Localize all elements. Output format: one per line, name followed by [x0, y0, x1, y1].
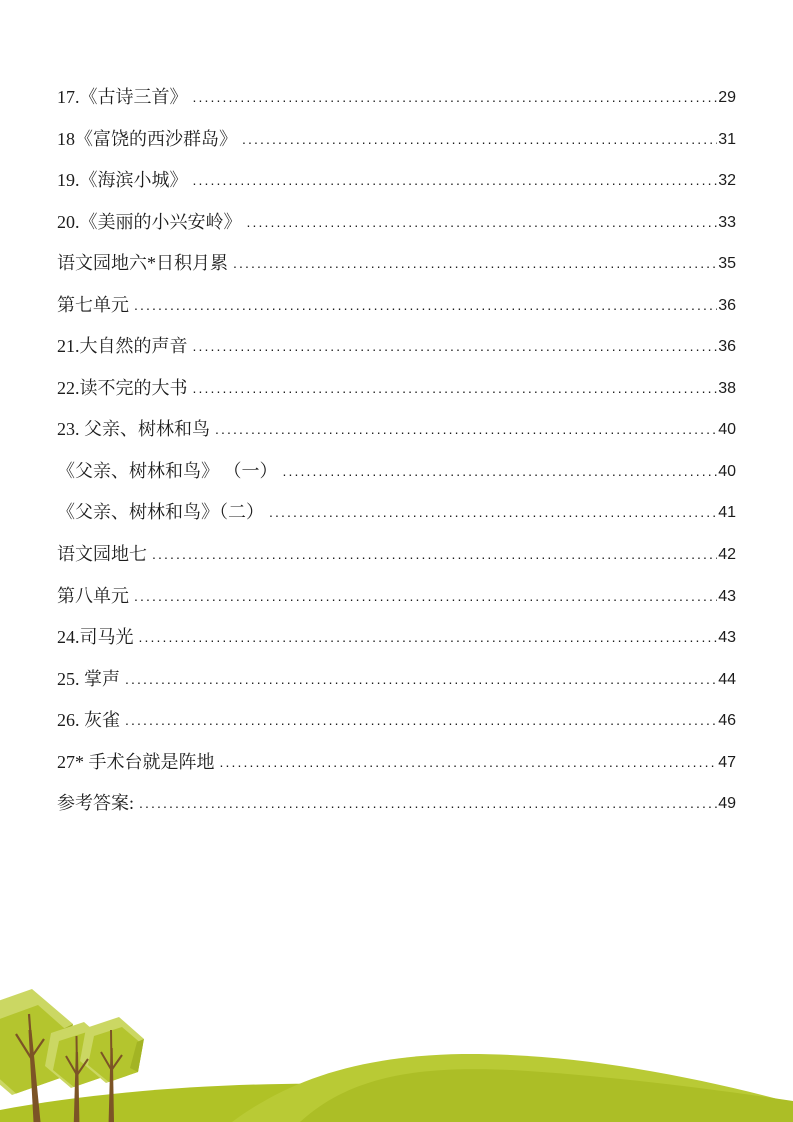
toc-entry-page: 44	[718, 670, 736, 688]
toc-entry[interactable]	[57, 783, 736, 825]
toc-entry[interactable]	[57, 700, 736, 742]
dot-leader	[139, 617, 718, 659]
dot-leader	[193, 326, 718, 368]
toc-entry[interactable]	[57, 451, 736, 493]
toc-entry-page: 47	[718, 753, 736, 771]
toc-entry[interactable]	[57, 119, 736, 161]
toc-entry-label: 语文园地七	[57, 544, 147, 565]
dot-leader	[247, 202, 718, 244]
toc-entry-page: 36	[718, 338, 736, 356]
toc-entry-page: 31	[718, 130, 736, 148]
toc-entry-page: 36	[718, 296, 736, 314]
toc-entry[interactable]	[57, 617, 736, 659]
toc-entry[interactable]	[57, 326, 736, 368]
dot-leader	[193, 160, 718, 202]
toc-entry[interactable]	[57, 576, 736, 618]
toc-entry-label: 《父亲、树林和鸟》（二）	[57, 502, 264, 523]
toc-entry-page: 35	[718, 255, 736, 273]
dot-leader	[269, 492, 717, 534]
toc-entry-label: 语文园地六*日积月累	[57, 253, 228, 274]
toc-entry-label: 23. 父亲、树林和鸟	[57, 419, 210, 440]
toc-entry[interactable]	[57, 285, 736, 327]
toc-entry-page: 46	[718, 712, 736, 730]
toc-entry-label: 22.读不完的大书	[57, 377, 188, 398]
toc-entry-page: 40	[718, 462, 736, 480]
toc-entry-label: 17.《古诗三首》	[57, 87, 188, 107]
toc-entry[interactable]	[57, 492, 736, 534]
toc-entry-page: 40	[718, 421, 736, 439]
toc-entry-label: 第八单元	[57, 585, 129, 606]
toc-entry-label: 20.《美丽的小兴安岭》	[57, 211, 242, 232]
dot-leader	[283, 451, 718, 493]
dot-leader	[215, 409, 717, 451]
toc-entry-page: 43	[718, 629, 736, 647]
dot-leader	[242, 119, 717, 161]
toc-entry-label: 26. 灰雀	[57, 710, 120, 731]
dot-leader	[233, 243, 717, 285]
toc-entry-label: 《父亲、树林和鸟》 （一）	[57, 460, 278, 481]
dot-leader	[125, 700, 717, 742]
toc-entry-label: 第七单元	[57, 294, 129, 315]
toc-entry-page: 41	[718, 504, 736, 522]
dot-leader	[139, 783, 717, 825]
toc-entry[interactable]	[57, 534, 736, 576]
toc-entry[interactable]	[57, 77, 736, 119]
toc-entry-page: 42	[718, 546, 736, 564]
table-of-contents	[57, 77, 736, 825]
dot-leader	[134, 285, 717, 327]
toc-entry-page: 32	[718, 172, 736, 190]
toc-entry[interactable]	[57, 202, 736, 244]
toc-entry[interactable]	[57, 368, 736, 410]
toc-entry-page: 49	[718, 795, 736, 813]
dot-leader	[152, 534, 717, 576]
toc-entry-label: 21.大自然的声音	[57, 336, 188, 357]
toc-entry[interactable]	[57, 659, 736, 701]
toc-entry[interactable]	[57, 160, 736, 202]
toc-entry[interactable]	[57, 243, 736, 285]
dot-leader	[125, 659, 717, 701]
toc-entry-label: 19.《海滨小城》	[57, 170, 188, 191]
dot-leader	[134, 576, 717, 618]
toc-entry-page: 43	[718, 587, 736, 605]
toc-entry-label: 27* 手术台就是阵地	[57, 751, 215, 772]
toc-entry-label: 25. 掌声	[57, 668, 120, 689]
toc-entry-label: 参考答案:	[57, 793, 135, 814]
dot-leader	[220, 742, 718, 784]
dot-leader	[193, 368, 718, 410]
toc-entry-page: 38	[718, 379, 736, 397]
toc-entry-label: 24.司马光	[57, 627, 134, 648]
toc-entry[interactable]	[57, 409, 736, 451]
footer-illustration	[0, 960, 793, 1122]
toc-entry-page: 29	[718, 89, 736, 106]
dot-leader	[193, 77, 718, 119]
toc-entry-page: 33	[718, 213, 736, 231]
toc-entry-label: 18《富饶的西沙群岛》	[57, 128, 237, 149]
toc-entry[interactable]	[57, 742, 736, 784]
